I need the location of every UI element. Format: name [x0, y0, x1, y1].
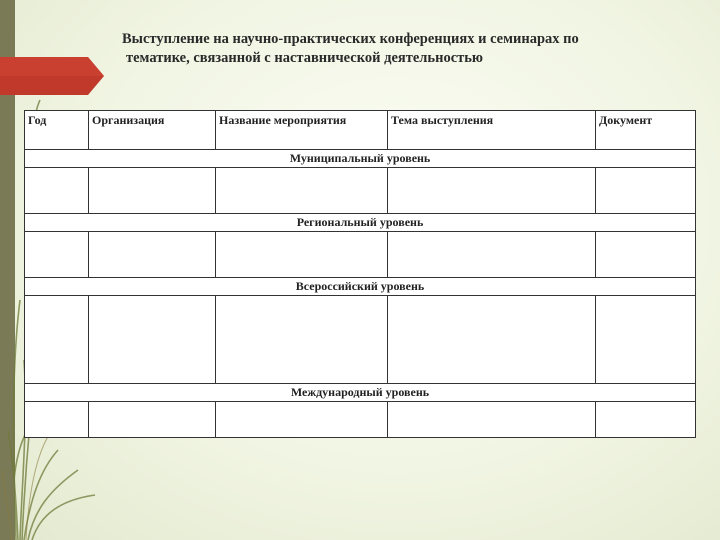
cell-organization[interactable] — [89, 402, 216, 438]
cell-event-name[interactable] — [216, 296, 388, 384]
cell-talk-topic[interactable] — [388, 402, 596, 438]
level-row-municipal — [25, 150, 696, 168]
page-title — [118, 30, 638, 68]
level-label-municipal: Муниципальный уровень — [25, 150, 696, 168]
cell-talk-topic[interactable] — [388, 296, 596, 384]
table-row — [25, 232, 696, 278]
conference-table — [24, 110, 696, 438]
table-row — [25, 168, 696, 214]
header-document: Документ — [596, 111, 696, 150]
header-organization: Организация — [89, 111, 216, 150]
cell-organization[interactable] — [89, 168, 216, 214]
level-row-regional — [25, 214, 696, 232]
title-line-1: Выступление на научно-практических конференциях и семинарах по — [122, 31, 579, 47]
level-label-national: Всероссийский уровень — [25, 278, 696, 296]
header-event-name: Название мероприятия — [216, 111, 388, 150]
title-line-2: тематике, связанной с наставнической деятельностью — [126, 50, 483, 66]
header-year: Год — [25, 111, 89, 150]
cell-year[interactable] — [25, 232, 89, 278]
cell-talk-topic[interactable] — [388, 168, 596, 214]
cell-talk-topic[interactable] — [388, 232, 596, 278]
cell-document[interactable] — [596, 402, 696, 438]
cell-event-name[interactable] — [216, 232, 388, 278]
cell-document[interactable] — [596, 168, 696, 214]
cell-document[interactable] — [596, 296, 696, 384]
table-row — [25, 402, 696, 438]
level-row-national — [25, 278, 696, 296]
level-label-regional: Региональный уровень — [25, 214, 696, 232]
cell-event-name[interactable] — [216, 168, 388, 214]
table-row — [25, 296, 696, 384]
level-label-international: Международный уровень — [25, 384, 696, 402]
level-row-international — [25, 384, 696, 402]
cell-event-name[interactable] — [216, 402, 388, 438]
cell-year[interactable] — [25, 296, 89, 384]
table-header-row — [25, 111, 696, 150]
cell-organization[interactable] — [89, 232, 216, 278]
red-tab-decoration-icon — [0, 57, 104, 95]
header-talk-topic: Тема выступления — [388, 111, 596, 150]
cell-document[interactable] — [596, 232, 696, 278]
cell-organization[interactable] — [89, 296, 216, 384]
cell-year[interactable] — [25, 402, 89, 438]
cell-year[interactable] — [25, 168, 89, 214]
